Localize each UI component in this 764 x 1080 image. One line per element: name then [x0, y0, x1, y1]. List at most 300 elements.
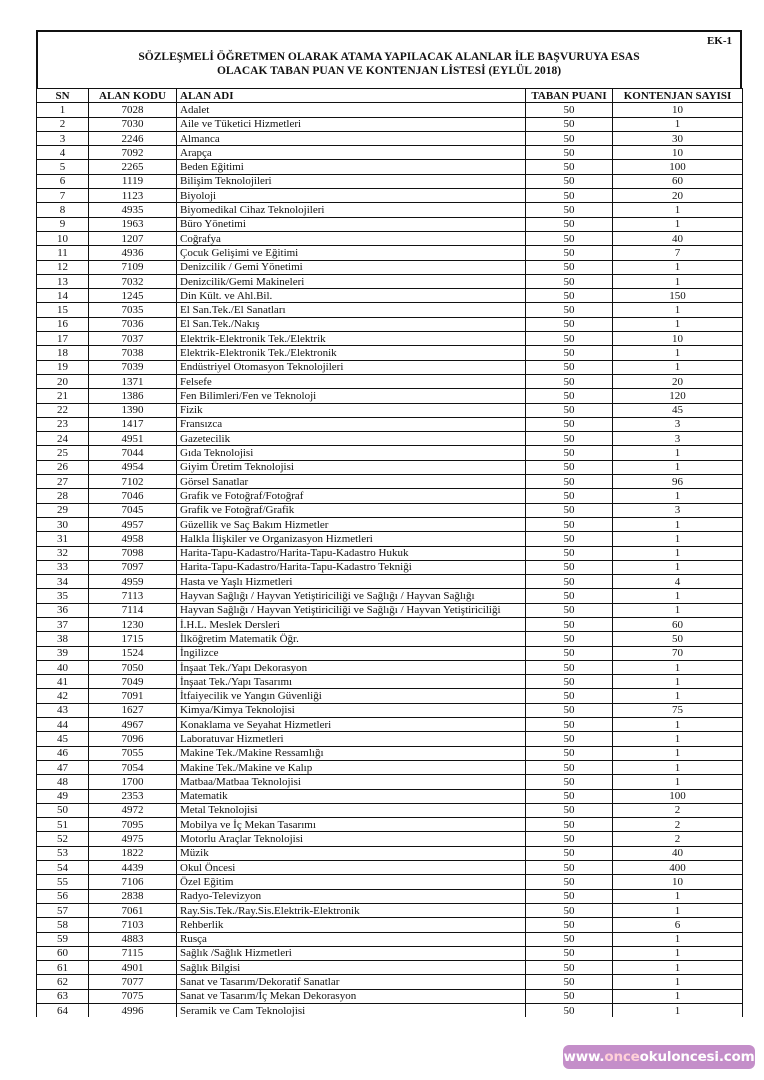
- cell-alan-adi: İlköğretim Matematik Öğr.: [177, 632, 526, 646]
- cell-sn: 39: [37, 646, 89, 660]
- cell-alan-adi: Harita-Tapu-Kadastro/Harita-Tapu-Kadastro Tekniği: [177, 560, 526, 574]
- table-row: [37, 532, 743, 546]
- cell-taban-puani: 50: [526, 975, 613, 989]
- cell-alan-kodu: 7102: [89, 475, 177, 489]
- cell-alan-adi: Gazetecilik: [177, 432, 526, 446]
- cell-alan-adi: Grafik ve Fotoğraf/Grafik: [177, 503, 526, 517]
- cell-sn: 19: [37, 360, 89, 374]
- cell-alan-adi: Radyo-Televizyon: [177, 889, 526, 903]
- cell-kontenjan-sayisi: 1: [613, 360, 743, 374]
- header-alan-adi: ALAN ADI: [177, 89, 526, 103]
- cell-alan-adi: Denizcilik/Gemi Makineleri: [177, 274, 526, 288]
- cell-taban-puani: 50: [526, 460, 613, 474]
- cell-kontenjan-sayisi: 1: [613, 589, 743, 603]
- table-row: [37, 246, 743, 260]
- cell-alan-kodu: 7045: [89, 503, 177, 517]
- cell-alan-kodu: 4954: [89, 460, 177, 474]
- cell-kontenjan-sayisi: 1: [613, 346, 743, 360]
- table-row: [37, 718, 743, 732]
- cell-taban-puani: 50: [526, 217, 613, 231]
- cell-sn: 64: [37, 1004, 89, 1018]
- table-row: [37, 360, 743, 374]
- cell-kontenjan-sayisi: 1: [613, 217, 743, 231]
- cell-kontenjan-sayisi: 10: [613, 103, 743, 117]
- table-row: [37, 589, 743, 603]
- cell-alan-kodu: 1524: [89, 646, 177, 660]
- table-body: [37, 103, 743, 1018]
- table-row: [37, 289, 743, 303]
- cell-taban-puani: 50: [526, 203, 613, 217]
- cell-taban-puani: 50: [526, 117, 613, 131]
- table-row: [37, 131, 743, 145]
- table-row: [37, 189, 743, 203]
- cell-taban-puani: 50: [526, 903, 613, 917]
- cell-alan-adi: El San.Tek./Nakış: [177, 317, 526, 331]
- cell-sn: 25: [37, 446, 89, 460]
- cell-taban-puani: 50: [526, 961, 613, 975]
- cell-alan-adi: Sağlık Bilgisi: [177, 961, 526, 975]
- cell-alan-kodu: 7113: [89, 589, 177, 603]
- cell-sn: 58: [37, 918, 89, 932]
- cell-kontenjan-sayisi: 40: [613, 846, 743, 860]
- table-row: [37, 603, 743, 617]
- cell-taban-puani: 50: [526, 374, 613, 388]
- cell-taban-puani: 50: [526, 589, 613, 603]
- cell-sn: 54: [37, 861, 89, 875]
- cell-taban-puani: 50: [526, 417, 613, 431]
- cell-sn: 27: [37, 475, 89, 489]
- cell-kontenjan-sayisi: 1: [613, 274, 743, 288]
- cell-alan-kodu: 2838: [89, 889, 177, 903]
- table-row: [37, 575, 743, 589]
- table-row: [37, 303, 743, 317]
- table-row: [37, 503, 743, 517]
- cell-taban-puani: 50: [526, 389, 613, 403]
- cell-sn: 32: [37, 546, 89, 560]
- cell-taban-puani: 50: [526, 646, 613, 660]
- cell-sn: 41: [37, 675, 89, 689]
- cell-sn: 16: [37, 317, 89, 331]
- table-row: [37, 889, 743, 903]
- table-row: [37, 675, 743, 689]
- table-row: [37, 174, 743, 188]
- cell-sn: 56: [37, 889, 89, 903]
- cell-sn: 48: [37, 775, 89, 789]
- cell-sn: 34: [37, 575, 89, 589]
- cell-taban-puani: 50: [526, 231, 613, 245]
- cell-alan-kodu: 7050: [89, 660, 177, 674]
- cell-alan-adi: Beden Eğitimi: [177, 160, 526, 174]
- table-row: [37, 617, 743, 631]
- cell-taban-puani: 50: [526, 1004, 613, 1018]
- cell-taban-puani: 50: [526, 989, 613, 1003]
- quota-table: [36, 88, 743, 1017]
- table-row: [37, 689, 743, 703]
- table-row: [37, 446, 743, 460]
- cell-alan-kodu: 7114: [89, 603, 177, 617]
- cell-sn: 49: [37, 789, 89, 803]
- cell-alan-adi: Kimya/Kimya Teknolojisi: [177, 703, 526, 717]
- cell-taban-puani: 50: [526, 718, 613, 732]
- table-row: [37, 875, 743, 889]
- cell-alan-adi: Adalet: [177, 103, 526, 117]
- cell-alan-kodu: 1386: [89, 389, 177, 403]
- cell-alan-kodu: 4951: [89, 432, 177, 446]
- header-kontenjan-sayisi: KONTENJAN SAYISI: [613, 89, 743, 103]
- cell-kontenjan-sayisi: 1: [613, 903, 743, 917]
- table-row: [37, 846, 743, 860]
- cell-sn: 7: [37, 189, 89, 203]
- cell-alan-adi: Biyoloji: [177, 189, 526, 203]
- cell-alan-adi: Çocuk Gelişimi ve Eğitimi: [177, 246, 526, 260]
- table-row: [37, 146, 743, 160]
- cell-taban-puani: 50: [526, 689, 613, 703]
- cell-kontenjan-sayisi: 20: [613, 374, 743, 388]
- cell-alan-kodu: 7039: [89, 360, 177, 374]
- cell-alan-kodu: 4975: [89, 832, 177, 846]
- cell-sn: 11: [37, 246, 89, 260]
- cell-sn: 62: [37, 975, 89, 989]
- cell-alan-kodu: 4996: [89, 1004, 177, 1018]
- cell-alan-adi: Gıda Teknolojisi: [177, 446, 526, 460]
- cell-alan-kodu: 7032: [89, 274, 177, 288]
- cell-sn: 10: [37, 231, 89, 245]
- cell-kontenjan-sayisi: 10: [613, 332, 743, 346]
- table-row: [37, 546, 743, 560]
- cell-alan-kodu: 7044: [89, 446, 177, 460]
- cell-alan-adi: Fizik: [177, 403, 526, 417]
- cell-taban-puani: 50: [526, 403, 613, 417]
- cell-sn: 43: [37, 703, 89, 717]
- header-sn: SN: [37, 89, 89, 103]
- cell-kontenjan-sayisi: 96: [613, 475, 743, 489]
- table-row: [37, 760, 743, 774]
- cell-taban-puani: 50: [526, 360, 613, 374]
- table-row: [37, 374, 743, 388]
- cell-sn: 55: [37, 875, 89, 889]
- cell-alan-adi: Konaklama ve Seyahat Hizmetleri: [177, 718, 526, 732]
- cell-alan-adi: Metal Teknolojisi: [177, 803, 526, 817]
- cell-alan-adi: Denizcilik / Gemi Yönetimi: [177, 260, 526, 274]
- cell-alan-adi: Hasta ve Yaşlı Hizmetleri: [177, 575, 526, 589]
- cell-sn: 42: [37, 689, 89, 703]
- cell-kontenjan-sayisi: 1: [613, 989, 743, 1003]
- cell-alan-kodu: 2353: [89, 789, 177, 803]
- cell-alan-adi: Giyim Üretim Teknolojisi: [177, 460, 526, 474]
- cell-sn: 23: [37, 417, 89, 431]
- cell-taban-puani: 50: [526, 932, 613, 946]
- title-line-1: SÖZLEŞMELİ ÖĞRETMEN OLARAK ATAMA YAPILACAK ALANLAR İLE BAŞVURUYA ESAS: [138, 51, 640, 63]
- cell-kontenjan-sayisi: 1: [613, 732, 743, 746]
- cell-taban-puani: 50: [526, 675, 613, 689]
- header-taban-puani: TABAN PUANI: [526, 89, 613, 103]
- cell-kontenjan-sayisi: 1: [613, 517, 743, 531]
- cell-taban-puani: 50: [526, 889, 613, 903]
- table-row: [37, 103, 743, 117]
- cell-sn: 9: [37, 217, 89, 231]
- cell-kontenjan-sayisi: 1: [613, 532, 743, 546]
- cell-alan-kodu: 7096: [89, 732, 177, 746]
- cell-alan-kodu: 1371: [89, 374, 177, 388]
- cell-alan-adi: Makine Tek./Makine Ressamlığı: [177, 746, 526, 760]
- cell-taban-puani: 50: [526, 446, 613, 460]
- cell-sn: 18: [37, 346, 89, 360]
- cell-sn: 47: [37, 760, 89, 774]
- cell-alan-adi: El San.Tek./El Sanatları: [177, 303, 526, 317]
- cell-kontenjan-sayisi: 1: [613, 560, 743, 574]
- cell-taban-puani: 50: [526, 432, 613, 446]
- cell-kontenjan-sayisi: 1: [613, 1004, 743, 1018]
- cell-kontenjan-sayisi: 1: [613, 689, 743, 703]
- cell-sn: 21: [37, 389, 89, 403]
- cell-sn: 12: [37, 260, 89, 274]
- cell-alan-adi: Fransızca: [177, 417, 526, 431]
- cell-sn: 31: [37, 532, 89, 546]
- cell-taban-puani: 50: [526, 632, 613, 646]
- cell-alan-adi: İnşaat Tek./Yapı Tasarımı: [177, 675, 526, 689]
- cell-alan-kodu: 7036: [89, 317, 177, 331]
- cell-kontenjan-sayisi: 150: [613, 289, 743, 303]
- cell-taban-puani: 50: [526, 617, 613, 631]
- cell-alan-kodu: 1390: [89, 403, 177, 417]
- cell-alan-adi: Müzik: [177, 846, 526, 860]
- cell-sn: 8: [37, 203, 89, 217]
- cell-kontenjan-sayisi: 2: [613, 803, 743, 817]
- cell-kontenjan-sayisi: 1: [613, 975, 743, 989]
- cell-alan-adi: Harita-Tapu-Kadastro/Harita-Tapu-Kadastro Hukuk: [177, 546, 526, 560]
- cell-alan-adi: Almanca: [177, 131, 526, 145]
- cell-kontenjan-sayisi: 1: [613, 303, 743, 317]
- cell-alan-adi: Matbaa/Matbaa Teknolojisi: [177, 775, 526, 789]
- cell-alan-adi: Ray.Sis.Tek./Ray.Sis.Elektrik-Elektronik: [177, 903, 526, 917]
- cell-sn: 28: [37, 489, 89, 503]
- cell-taban-puani: 50: [526, 861, 613, 875]
- table-row: [37, 403, 743, 417]
- cell-taban-puani: 50: [526, 946, 613, 960]
- cell-alan-kodu: 7106: [89, 875, 177, 889]
- cell-sn: 3: [37, 131, 89, 145]
- table-header-row: [37, 89, 743, 103]
- cell-kontenjan-sayisi: 1: [613, 460, 743, 474]
- cell-sn: 1: [37, 103, 89, 117]
- cell-taban-puani: 50: [526, 875, 613, 889]
- cell-alan-adi: Felsefe: [177, 374, 526, 388]
- cell-sn: 6: [37, 174, 89, 188]
- cell-sn: 22: [37, 403, 89, 417]
- cell-alan-kodu: 7092: [89, 146, 177, 160]
- cell-taban-puani: 50: [526, 846, 613, 860]
- table-row: [37, 417, 743, 431]
- table-row: [37, 632, 743, 646]
- cell-sn: 57: [37, 903, 89, 917]
- cell-taban-puani: 50: [526, 517, 613, 531]
- cell-taban-puani: 50: [526, 560, 613, 574]
- cell-alan-kodu: 1207: [89, 231, 177, 245]
- table-row: [37, 989, 743, 1003]
- table-row: [37, 160, 743, 174]
- cell-alan-adi: Halkla İlişkiler ve Organizasyon Hizmetleri: [177, 532, 526, 546]
- cell-kontenjan-sayisi: 1: [613, 489, 743, 503]
- cell-kontenjan-sayisi: 40: [613, 231, 743, 245]
- cell-sn: 40: [37, 660, 89, 674]
- cell-alan-kodu: 4972: [89, 803, 177, 817]
- cell-kontenjan-sayisi: 1: [613, 117, 743, 131]
- table-row: [37, 961, 743, 975]
- cell-sn: 33: [37, 560, 89, 574]
- cell-kontenjan-sayisi: 2: [613, 818, 743, 832]
- cell-alan-kodu: 7098: [89, 546, 177, 560]
- cell-alan-adi: Fen Bilimleri/Fen ve Teknoloji: [177, 389, 526, 403]
- cell-alan-adi: Rehberlik: [177, 918, 526, 932]
- cell-alan-adi: Okul Öncesi: [177, 861, 526, 875]
- cell-taban-puani: 50: [526, 189, 613, 203]
- cell-sn: 50: [37, 803, 89, 817]
- cell-alan-adi: Rusça: [177, 932, 526, 946]
- cell-kontenjan-sayisi: 1: [613, 889, 743, 903]
- table-row: [37, 517, 743, 531]
- cell-alan-kodu: 7095: [89, 818, 177, 832]
- cell-alan-adi: Hayvan Sağlığı / Hayvan Yetiştiriciliği ve Sağlığı / Hayvan Yetiştiriciliği: [177, 603, 526, 617]
- cell-alan-kodu: 7077: [89, 975, 177, 989]
- title-line-2: OLACAK TABAN PUAN VE KONTENJAN LİSTESİ (EYLÜL 2018): [216, 65, 562, 77]
- cell-alan-kodu: 7028: [89, 103, 177, 117]
- cell-kontenjan-sayisi: 30: [613, 131, 743, 145]
- table-row: [37, 832, 743, 846]
- cell-alan-kodu: 1230: [89, 617, 177, 631]
- table-row: [37, 389, 743, 403]
- cell-alan-adi: Arapça: [177, 146, 526, 160]
- watermark-prefix: www.: [563, 1049, 605, 1065]
- table-row: [37, 803, 743, 817]
- cell-alan-kodu: 7049: [89, 675, 177, 689]
- cell-alan-kodu: 7097: [89, 560, 177, 574]
- cell-kontenjan-sayisi: 10: [613, 146, 743, 160]
- cell-alan-adi: Grafik ve Fotoğraf/Fotoğraf: [177, 489, 526, 503]
- cell-taban-puani: 50: [526, 317, 613, 331]
- table-row: [37, 231, 743, 245]
- cell-alan-adi: İtfaiyecilik ve Yangın Güvenliği: [177, 689, 526, 703]
- cell-sn: 53: [37, 846, 89, 860]
- cell-taban-puani: 50: [526, 660, 613, 674]
- cell-alan-kodu: 1119: [89, 174, 177, 188]
- cell-alan-adi: Sanat ve Tasarım/Dekoratif Sanatlar: [177, 975, 526, 989]
- cell-taban-puani: 50: [526, 746, 613, 760]
- cell-taban-puani: 50: [526, 289, 613, 303]
- cell-kontenjan-sayisi: 1: [613, 675, 743, 689]
- cell-taban-puani: 50: [526, 803, 613, 817]
- cell-alan-adi: Coğrafya: [177, 231, 526, 245]
- document-header: [36, 30, 742, 88]
- cell-kontenjan-sayisi: 50: [613, 632, 743, 646]
- cell-kontenjan-sayisi: 1: [613, 961, 743, 975]
- cell-taban-puani: 50: [526, 489, 613, 503]
- cell-alan-kodu: 1245: [89, 289, 177, 303]
- cell-taban-puani: 50: [526, 332, 613, 346]
- cell-sn: 24: [37, 432, 89, 446]
- table-row: [37, 861, 743, 875]
- cell-sn: 44: [37, 718, 89, 732]
- table-row: [37, 732, 743, 746]
- table-row: [37, 217, 743, 231]
- cell-alan-kodu: 4957: [89, 517, 177, 531]
- table-row: [37, 560, 743, 574]
- cell-alan-kodu: 1123: [89, 189, 177, 203]
- cell-alan-adi: Motorlu Araçlar Teknolojisi: [177, 832, 526, 846]
- site-watermark: [563, 1045, 755, 1069]
- cell-alan-kodu: 1417: [89, 417, 177, 431]
- cell-taban-puani: 50: [526, 103, 613, 117]
- cell-kontenjan-sayisi: 1: [613, 932, 743, 946]
- cell-taban-puani: 50: [526, 503, 613, 517]
- table-row: [37, 1004, 743, 1018]
- cell-sn: 2: [37, 117, 89, 131]
- table-row: [37, 746, 743, 760]
- cell-sn: 29: [37, 503, 89, 517]
- cell-kontenjan-sayisi: 60: [613, 174, 743, 188]
- cell-alan-kodu: 4959: [89, 575, 177, 589]
- cell-kontenjan-sayisi: 1: [613, 260, 743, 274]
- cell-alan-kodu: 1715: [89, 632, 177, 646]
- cell-alan-kodu: 7030: [89, 117, 177, 131]
- cell-kontenjan-sayisi: 1: [613, 775, 743, 789]
- cell-kontenjan-sayisi: 2: [613, 832, 743, 846]
- cell-sn: 5: [37, 160, 89, 174]
- cell-alan-kodu: 2265: [89, 160, 177, 174]
- table-row: [37, 260, 743, 274]
- table-row: [37, 432, 743, 446]
- cell-alan-kodu: 7037: [89, 332, 177, 346]
- cell-sn: 45: [37, 732, 89, 746]
- cell-sn: 36: [37, 603, 89, 617]
- annex-label: EK-1: [706, 35, 732, 47]
- cell-alan-kodu: 4935: [89, 203, 177, 217]
- cell-taban-puani: 50: [526, 603, 613, 617]
- cell-alan-adi: Aile ve Tüketici Hizmetleri: [177, 117, 526, 131]
- cell-alan-adi: Elektrik-Elektronik Tek./Elektrik: [177, 332, 526, 346]
- table-row: [37, 789, 743, 803]
- cell-alan-adi: Bilişim Teknolojileri: [177, 174, 526, 188]
- cell-sn: 61: [37, 961, 89, 975]
- cell-sn: 51: [37, 818, 89, 832]
- table-row: [37, 203, 743, 217]
- cell-kontenjan-sayisi: 60: [613, 617, 743, 631]
- cell-taban-puani: 50: [526, 789, 613, 803]
- cell-kontenjan-sayisi: 400: [613, 861, 743, 875]
- cell-taban-puani: 50: [526, 475, 613, 489]
- cell-taban-puani: 50: [526, 260, 613, 274]
- cell-alan-kodu: 2246: [89, 131, 177, 145]
- cell-taban-puani: 50: [526, 760, 613, 774]
- cell-kontenjan-sayisi: 10: [613, 875, 743, 889]
- table-row: [37, 332, 743, 346]
- cell-sn: 60: [37, 946, 89, 960]
- table-row: [37, 918, 743, 932]
- cell-kontenjan-sayisi: 4: [613, 575, 743, 589]
- cell-alan-kodu: 7035: [89, 303, 177, 317]
- table-row: [37, 975, 743, 989]
- cell-taban-puani: 50: [526, 160, 613, 174]
- cell-kontenjan-sayisi: 1: [613, 317, 743, 331]
- cell-kontenjan-sayisi: 3: [613, 417, 743, 431]
- table-row: [37, 703, 743, 717]
- cell-alan-kodu: 1627: [89, 703, 177, 717]
- cell-alan-kodu: 7038: [89, 346, 177, 360]
- cell-alan-kodu: 4958: [89, 532, 177, 546]
- cell-kontenjan-sayisi: 1: [613, 660, 743, 674]
- cell-kontenjan-sayisi: 70: [613, 646, 743, 660]
- cell-alan-adi: Hayvan Sağlığı / Hayvan Yetiştiriciliği ve Sağlığı / Hayvan Sağlığı: [177, 589, 526, 603]
- cell-alan-adi: Özel Eğitim: [177, 875, 526, 889]
